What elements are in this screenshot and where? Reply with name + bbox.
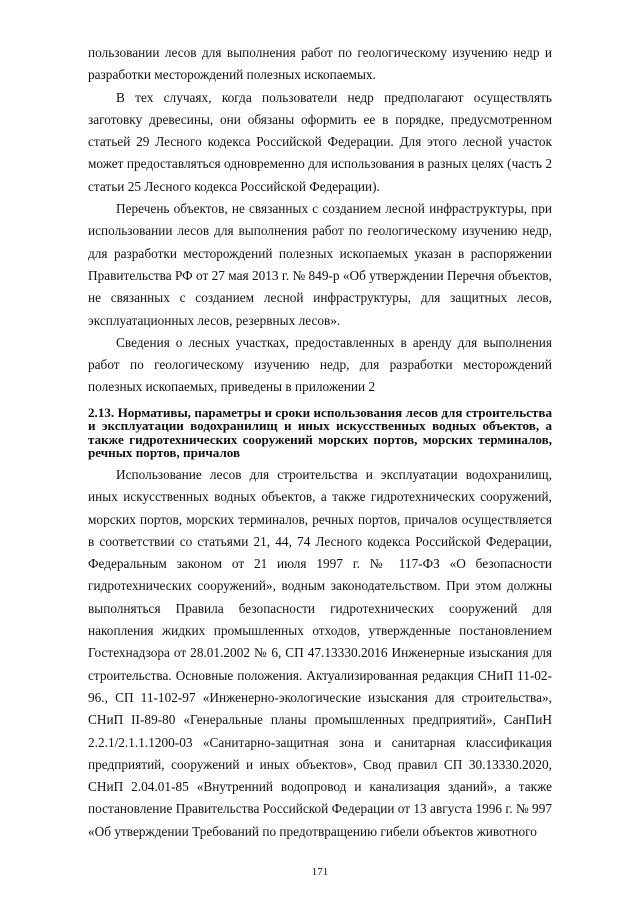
paragraph-lease-info: Сведения о лесных участках, предоставленных в аренду для выполнения работ по геологическому изучению недр, для разработки месторождений полезных ископаемых, приведены в приложении 2 bbox=[88, 334, 552, 395]
body-text-top bbox=[88, 42, 552, 399]
paragraph-continuation: пользовании лесов для выполнения работ по геологическому изучению недр и разработки месторождений полезных ископаемых. bbox=[88, 45, 552, 83]
page-number: 171 bbox=[311, 866, 329, 878]
body-text-bottom bbox=[88, 464, 552, 843]
paragraph-object-list: Перечень объектов, не связанных с созданием лесной инфраструктуры, при использовании лесов для выполнения работ по геологическому изучению недр, для разработки месторождений полезных ископаемых указан в распоряжении Правительства РФ от 27 мая 2013 г. № 849-р «Об утверждении Перечня объектов, не связанных с созданием лесной инфраструктуры, для защитных лесов, эксплуатационных лесов, резервных лесов». bbox=[88, 201, 552, 328]
paragraph-reservoir-use: Использование лесов для строительства и эксплуатации водохранилищ, иных искусственных водных объектов, а также гидротехнических сооружений, морских портов, морских терминалов, речных портов, причалов осуществляется в соответствии со статьями 21, 44, 74 Лесного кодекса Российской Федерации, Федеральным законом от 21 июля 1997 г. № 117-ФЗ «О безопасности гидротехнических сооружений», водным законодательством. При этом должны выполняться Правила безопасности гидротехнических сооружений для накопления жидких промышленных отходов, утвержденные постановлением Гостехнадзора от 28.01.2002 № 6, СП 47.13330.2016 Инженерные изыскания для строительства. Основные положения. Актуализированная редакция СНиП 11-02-96., СП 11-102-97 «Инженерно-экологические изыскания для строительства», СНиП II-89-80 «Генеральные планы промышленных предприятий», СанПиН 2.2.1/2.1.1.1200-03 «Санитарно-защитная зона и санитарная классификация предприятий, сооружений и иных объектов», Свод правил СП 30.13330.2020, СНиП 2.04.01-85 «Внутренний водопровод и канализация зданий», а также постановление Правительства Российской Федерации от 13 августа 1996 г. № 997 «Об утверждении Требований по предотвращению гибели объектов животного bbox=[88, 467, 552, 839]
section-heading: 2.13. Нормативы, параметры и сроки использования лесов для строительства и эксплуатации водохранилищ и иных искусственных водных объектов, а также гидротехнических сооружений морских портов, морских терминалов, речных портов, причалов bbox=[88, 405, 552, 461]
paragraph-timber-harvesting: В тех случаях, когда пользователи недр предполагают осуществлять заготовку древесины, они обязаны оформить ее в порядке, предусмотренном статьей 29 Лесного кодекса Российской Федерации. Для этого лесной участок может предоставляться одновременно для использования в разных целях (часть 2 статьи 25 Лесного кодекса Российской Федерации). bbox=[88, 89, 552, 194]
